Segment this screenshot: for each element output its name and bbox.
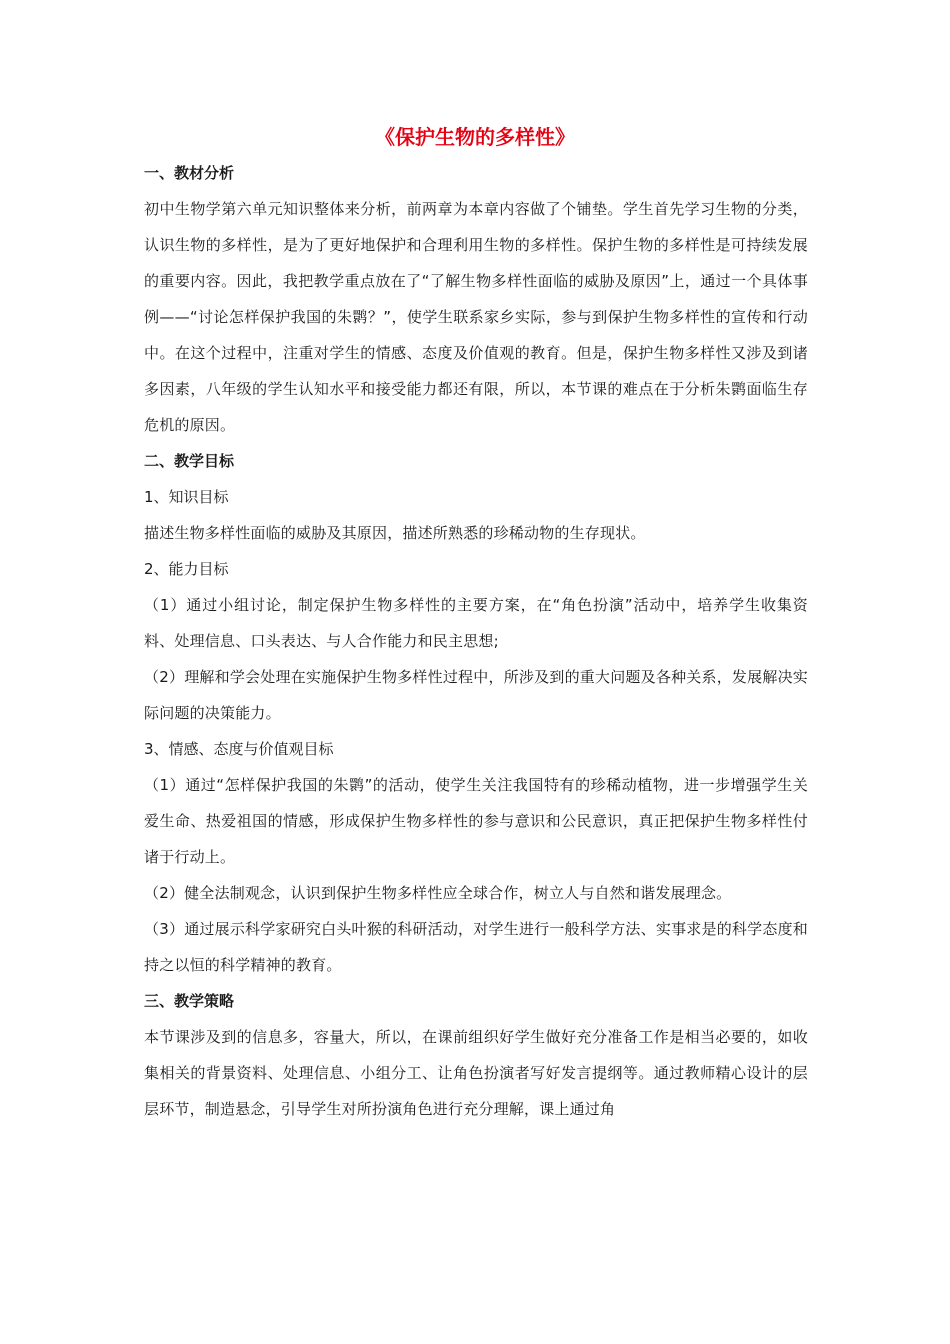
document-body — [144, 155, 808, 1127]
paragraph: 初中生物学第六单元知识整体来分析，前两章为本章内容做了个铺垫。学生首先学习生物的分类，认识生物的多样性，是为了更好地保护和合理利用生物的多样性。保护生物的多样性是可持续发展的重要内容。因此，我把教学重点放在了“了解生物多样性面临的威胁及原因”上，通过一个具体事例——“讨论怎样保护我国的朱鹮？”，使学生联系家乡实际，参与到保护生物多样性的宣传和行动中。在这个过程中，注重对学生的情感、态度及价值观的教育。但是，保护生物多样性又涉及到诸多因素，八年级的学生认知水平和接受能力都还有限，所以，本节课的难点在于分析朱鹮面临生存危机的原因。 — [144, 200, 808, 434]
paragraph: 本节课涉及到的信息多，容量大，所以，在课前组织好学生做好充分准备工作是相当必要的，如收集相关的背景资料、处理信息、小组分工、让角色扮演者写好发言提纲等。通过教师精心设计的层层环节，制造悬念，引导学生对所扮演角色进行充分理解，课上通过角 — [144, 1028, 808, 1118]
paragraph: （2）理解和学会处理在实施保护生物多样性过程中，所涉及到的重大问题及各种关系，发展解决实际问题的决策能力。 — [144, 668, 808, 722]
document-title: 《保护生物的多样性》 — [375, 125, 575, 149]
section-textbook-analysis — [144, 155, 808, 443]
paragraph: （1）通过“怎样保护我国的朱鹮”的活动，使学生关注我国特有的珍稀动植物，进一步增强学生关爱生命、热爱祖国的情感，形成保护生物多样性的参与意识和公民意识，真正把保护生物多样性付诸于行动上。 — [144, 776, 808, 866]
subsection-heading: 1、知识目标 — [144, 488, 229, 506]
paragraph: （2）健全法制观念，认识到保护生物多样性应全球合作，树立人与自然和谐发展理念。 — [144, 884, 732, 902]
subsection-heading: 2、能力目标 — [144, 560, 229, 578]
section-heading: 二、教学目标 — [144, 452, 235, 470]
section-heading: 三、教学策略 — [144, 992, 235, 1010]
paragraph: 描述生物多样性面临的威胁及其原因，描述所熟悉的珍稀动物的生存现状。 — [144, 524, 646, 542]
section-teaching-strategy — [144, 983, 808, 1127]
paragraph: （1）通过小组讨论，制定保护生物多样性的主要方案，在“角色扮演”活动中，培养学生收集资料、处理信息、口头表达、与人合作能力和民主思想; — [144, 596, 808, 650]
subsection-heading: 3、情感、态度与价值观目标 — [144, 740, 334, 758]
section-teaching-objectives — [144, 443, 808, 983]
paragraph: （3）通过展示科学家研究白头叶猴的科研活动，对学生进行一般科学方法、实事求是的科学态度和持之以恒的科学精神的教育。 — [144, 920, 808, 974]
section-heading: 一、教材分析 — [144, 164, 235, 182]
